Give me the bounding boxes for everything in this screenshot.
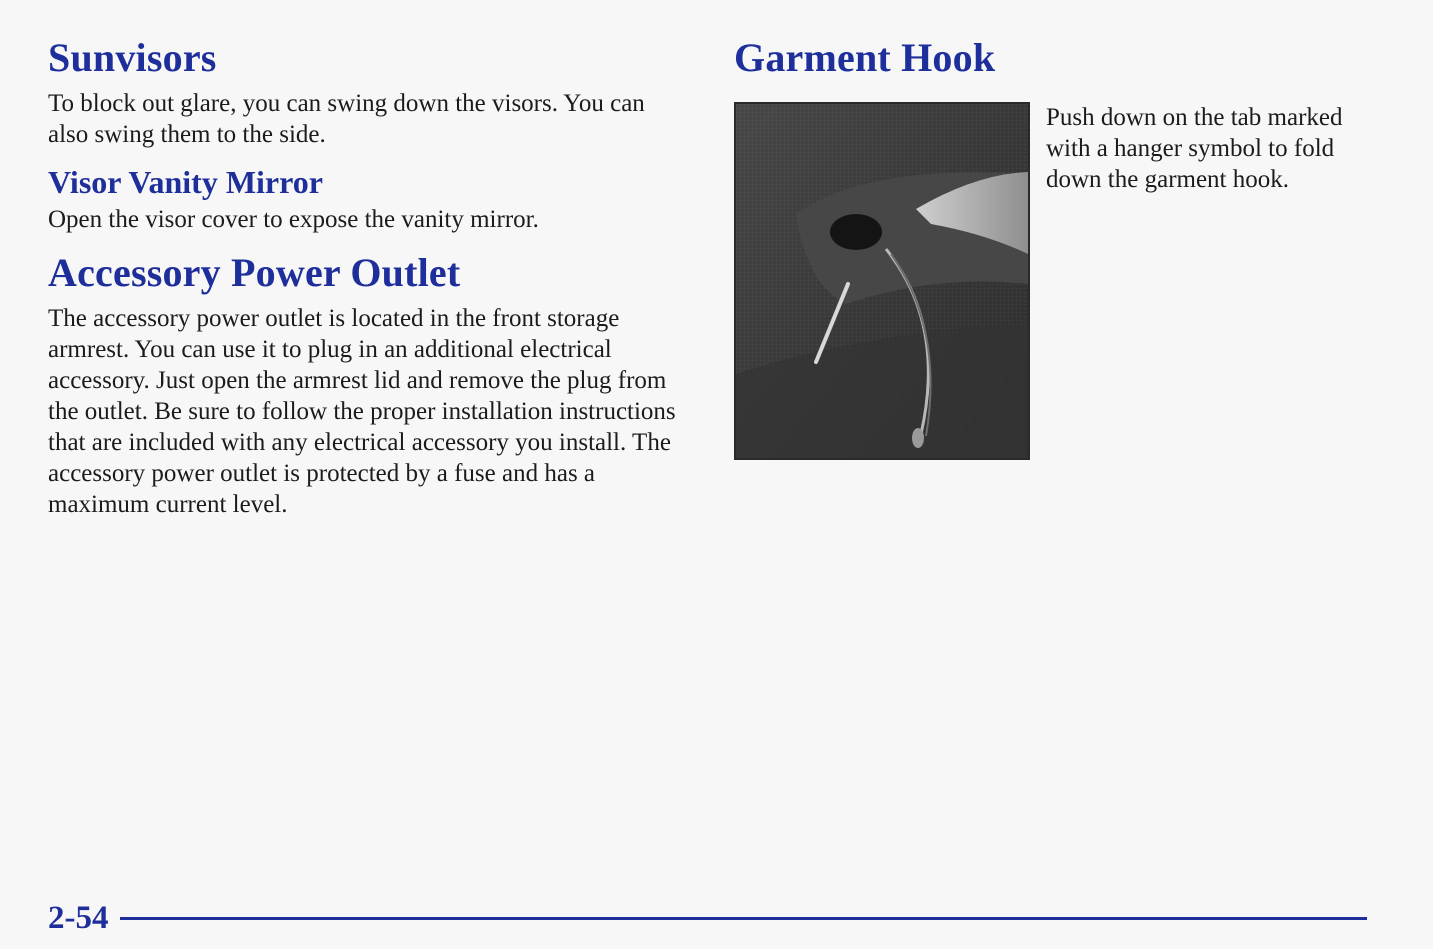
footer-rule xyxy=(120,917,1367,920)
page-footer xyxy=(48,898,1367,938)
sunvisors-heading: Sunvisors xyxy=(48,35,217,80)
accessory-power-outlet-paragraph: The accessory power outlet is located in the front storage armrest. You can use it to plug in an additional electrical accessory. Just open the armrest lid and remove the plug from the outlet. Be sure to follow the proper installation instructions that are included with any electrical accessory you install. The accessory power outlet is protected by a fuse and has a maximum current level. xyxy=(48,305,676,518)
garment-hook-heading: Garment Hook xyxy=(734,35,996,80)
garment-hook-caption: Push down on the tab marked with a hanger symbol to fold down the garment hook. xyxy=(1046,104,1343,193)
sunvisors-paragraph: To block out glare, you can swing down the visors. You can also swing them to the side. xyxy=(48,90,645,148)
left-column xyxy=(48,30,678,520)
right-column xyxy=(734,30,1374,462)
accessory-power-outlet-heading: Accessory Power Outlet xyxy=(48,250,461,295)
garment-hook-photo xyxy=(734,102,1030,460)
page-number: 2-54 xyxy=(48,900,109,936)
visor-vanity-mirror-heading: Visor Vanity Mirror xyxy=(48,164,323,200)
garment-hook-figure xyxy=(734,102,1374,462)
visor-vanity-mirror-paragraph: Open the visor cover to expose the vanity mirror. xyxy=(48,206,539,233)
